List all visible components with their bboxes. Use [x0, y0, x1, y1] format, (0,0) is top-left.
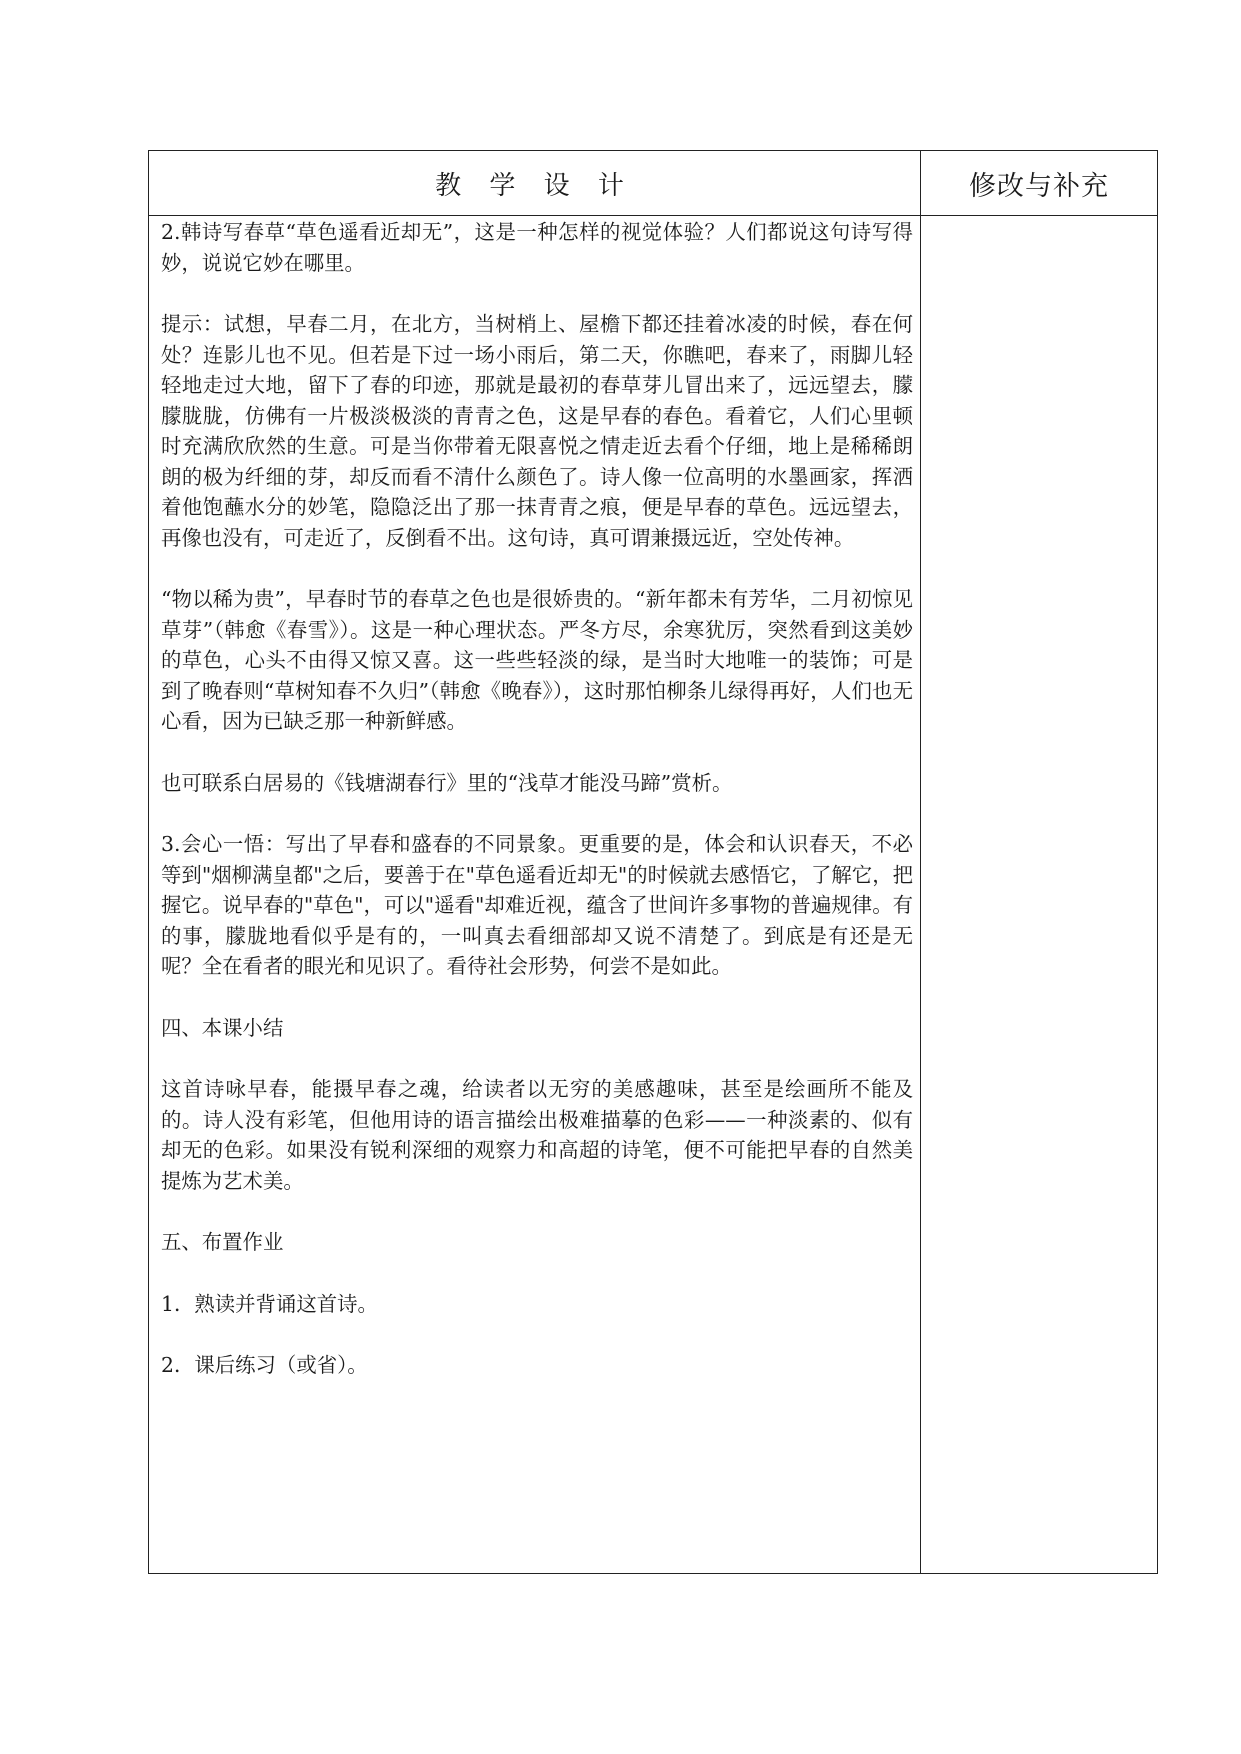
- column-divider: [920, 151, 921, 1573]
- related-poem-paragraph: 也可联系白居易的《钱塘湖春行》里的“浅草才能没马蹄”赏析。: [161, 770, 733, 795]
- question-2-paragraph: 2.韩诗写春草“草色遥看近却无”，这是一种怎样的视觉体验？人们都说这句诗写得妙，说说它妙在哪里。: [161, 220, 913, 275]
- header-row-divider: [149, 215, 1157, 216]
- homework-item-2: 2．课后练习（或省）。: [161, 1353, 368, 1377]
- teaching-content: [161, 217, 913, 1381]
- section-homework-heading: 五、布置作业: [161, 1230, 284, 1254]
- rarity-paragraph: “物以稀为贵”，早春时节的春草之色也是很娇贵的。“新年都未有芳华，二月初惊见草芽”（韩愈《春雪》）。这是一种心理状态。严冬方尽，余寒犹厉，突然看到这美妙的草色，心头不由得又惊又喜。这一些些轻淡的绿，是当时大地唯一的装饰；可是到了晚春则“草树知春不久归”（韩愈《晚春》），这时那怕柳条儿绿得再好，人们也无心看，因为已缺乏那一种新鲜感。: [161, 587, 913, 733]
- insight-paragraph: 3.会心一悟：写出了早春和盛春的不同景象。更重要的是，体会和认识春天，不必等到"烟柳满皇都"之后，要善于在"草色遥看近却无"的时候就去感悟它，了解它，把握它。说早春的"草色"，可以"遥看"却难近视，蕴含了世间许多事物的普遍规律。有的事，朦胧地看似乎是有的，一叫真去看细部却又说不清楚了。到底是有还是无呢？全在看者的眼光和见识了。看待社会形势，何尝不是如此。: [161, 832, 913, 978]
- homework-item-1: 1．熟读并背诵这首诗。: [161, 1291, 378, 1316]
- lesson-plan-table: [148, 150, 1158, 1574]
- summary-paragraph: 这首诗咏早春，能摄早春之魂，给读者以无穷的美感趣味，甚至是绘画所不能及的。诗人没有彩笔，但他用诗的语言描绘出极难描摹的色彩——一种淡素的、似有却无的色彩。如果没有锐利深细的观察力和高超的诗笔，便不可能把早春的自然美提炼为艺术美。: [161, 1077, 913, 1193]
- section-summary-heading: 四、本课小结: [161, 1015, 284, 1040]
- header-revisions: 修改与补充: [969, 170, 1109, 202]
- hint-paragraph: 提示：试想，早春二月，在北方，当树梢上、屋檐下都还挂着冰凌的时候，春在何处？连影儿也不见。但若是下过一场小雨后，第二天，你瞧吧，春来了，雨脚儿轻轻地走过大地，留下了春的印迹，那就是最初的春草芽儿冒出来了，远远望去，朦朦胧胧，仿佛有一片极淡极淡的青青之色，这是早春的春色。看着它，人们心里顿时充满欣欣然的生意。可是当你带着无限喜悦之情走近去看个仔细，地上是稀稀朗朗的极为纤细的芽，却反而看不清什么颜色了。诗人像一位高明的水墨画家，挥洒着他饱蘸水分的妙笔，隐隐泛出了那一抹青青之痕，便是早春的草色。远远望去，再像也没有，可走近了，反倒看不出。这句诗，真可谓兼摄远近，空处传神。: [161, 312, 913, 550]
- header-teaching-design: 教 学 设 计: [435, 170, 634, 201]
